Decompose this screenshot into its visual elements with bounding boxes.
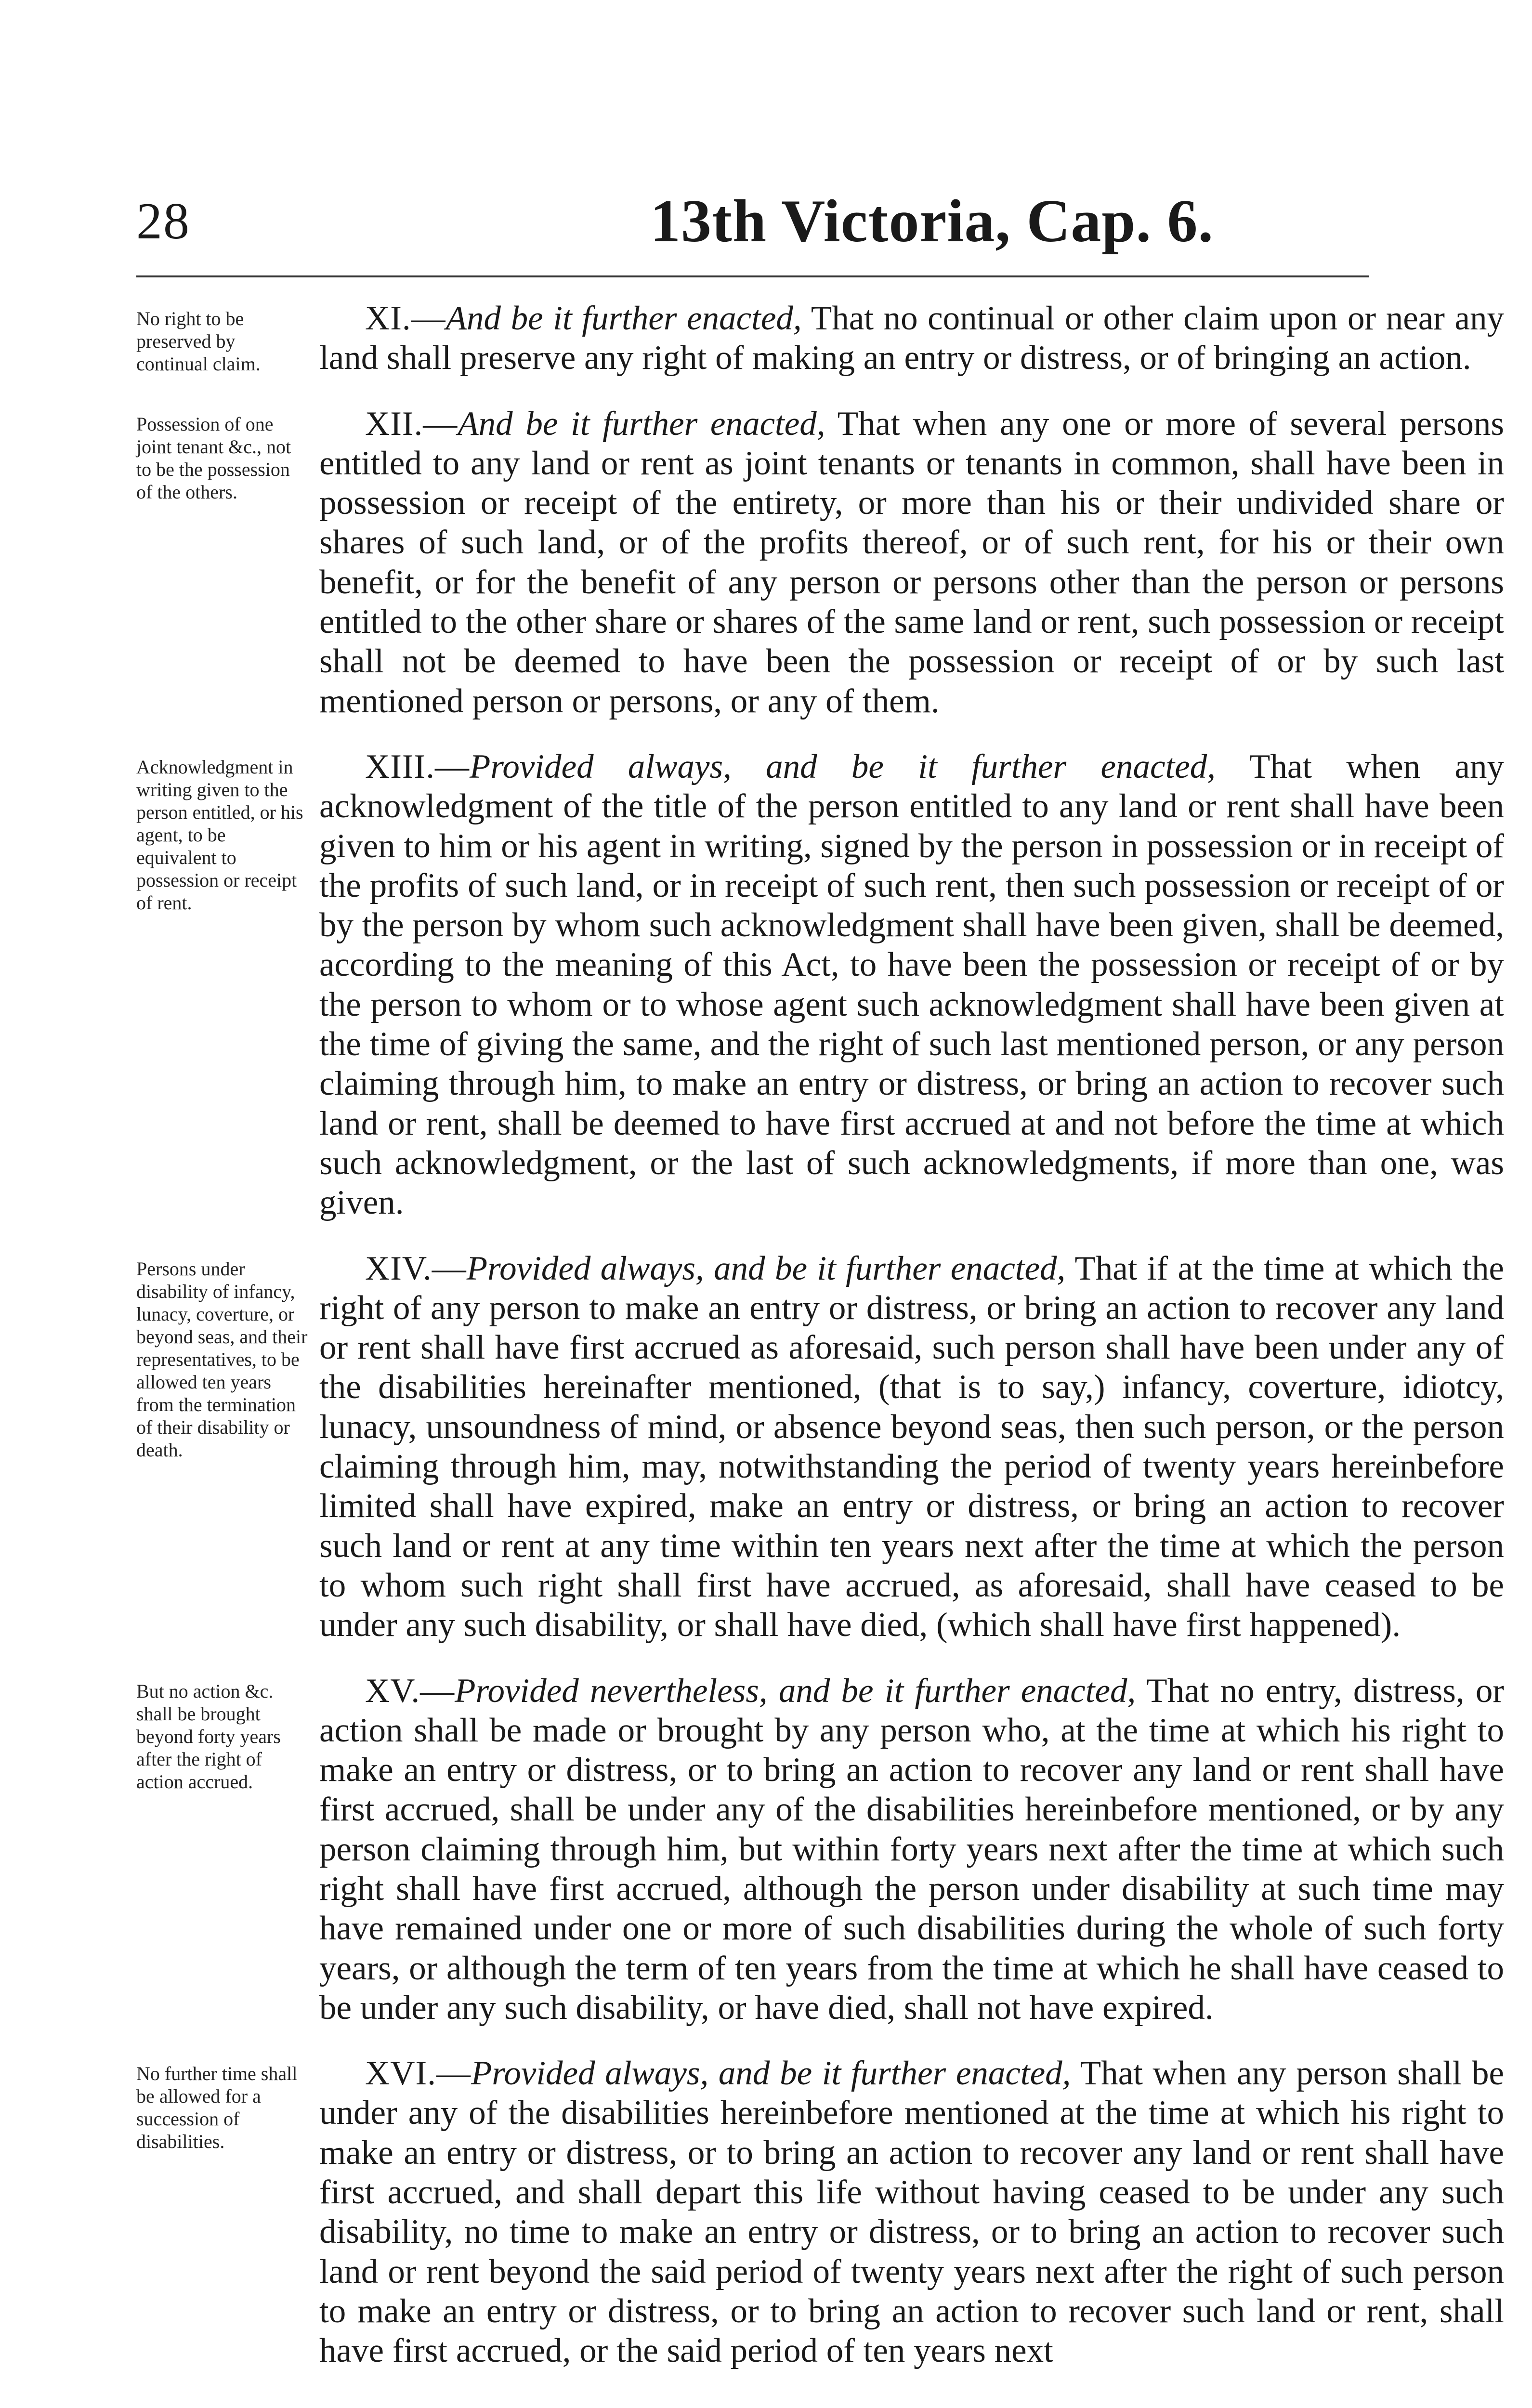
statute-body	[136, 299, 1505, 2408]
header-rule	[136, 275, 1369, 277]
section-body: That when any person shall be under any of the disabilities hereinbefore mentioned at the time at which his right to make an entry or distress, or to bring an action to recover any land or rent shall have first accrued, and shall depart this life without having ceased to be under any such disability, no time to make an entry or distress, or to bring an action to recover such land or rent beyond the said period of twenty years next after the right of such person to make an entry or distress, or to bring an action to recover such land or rent, shall have first accrued, or the said period of ten years next	[319, 2055, 1504, 2370]
section-number: XV.—	[365, 1672, 455, 1710]
section-body: That no continual or other claim upon or near any land shall preserve any right of making an entry or distress, or of bringing an action.	[319, 300, 1505, 377]
section-number: XII.—	[365, 405, 458, 443]
section-text	[319, 747, 1504, 1223]
section-xi	[136, 299, 1505, 378]
enacting-clause: Provided always, and be it further enacted,	[471, 2055, 1071, 2093]
section-body: That when any acknowledgment of the title of the person entitled to any land or rent shall have been given to him or his agent in writing, signed by the person in possession or in receipt of the profits of such land, or in receipt of such rent, then such possession or receipt of or by the person by whom such acknowledgment shall have been given, shall be deemed, according to the meaning of this Act, to have been the possession or receipt of or by the person to whom or to whose agent such acknowledgment shall have been given at the time of giving the same, and the right of such last mentioned person, or any person claiming through him, to make an entry or distress, or bring an action to recover such land or rent, shall be deemed to have first accrued at and not before the time at which such acknowledgment, or the last of such acknowledgments, if more than one, was given.	[319, 747, 1504, 1222]
section-text	[319, 1249, 1504, 1645]
section-xv	[136, 1671, 1504, 2028]
marginal-note: No further time shall be allowed for a succession of disabilities.	[136, 2063, 298, 2153]
section-xvi	[136, 2054, 1504, 2370]
enacting-clause: And be it further enacted,	[445, 300, 802, 337]
marginal-note: No right to be preserved by continual claim.	[136, 308, 261, 375]
section-text	[319, 1671, 1504, 2028]
marginal-note: Possession of one joint tenant &c., not to be the possession of the others.	[136, 413, 291, 503]
section-text	[319, 404, 1504, 721]
section-number: XIII.—	[365, 747, 470, 785]
page-number: 28	[136, 193, 190, 250]
running-title: 13th Victoria, Cap. 6.	[650, 188, 1214, 255]
section-xii	[136, 404, 1504, 721]
page-header	[0, 0, 1532, 289]
section-number: XVI.—	[365, 2055, 471, 2093]
section-body: That if at the time at which the right of any person to make an entry or distress, or bring an action to recover any land or rent shall have first accrued as aforesaid, such person shall have been under any of the disabilities hereinafter mentioned, (that is to say,) infancy, coverture, idiotcy, lunacy, unsoundness of mind, or absence beyond seas, then such person, or the person claiming through him, may, notwithstanding the period of twenty years hereinbefore limited shall have expired, make an entry or distress, or bring an action to recover such land or rent at any time within ten years next after the time at which the person to whom such right shall first have accrued, as aforesaid, shall have ceased to be under any such disability, or shall have died, (which shall have first happened).	[319, 1249, 1504, 1644]
enacting-clause: Provided nevertheless, and be it further enacted,	[455, 1672, 1136, 1710]
marginal-note: Acknowledgment in writing given to the person entitled, or his agent, to be equivalent to possession or receipt of rent.	[136, 756, 303, 914]
enacting-clause: Provided always, and be it further enacted,	[466, 1249, 1066, 1287]
section-text	[319, 299, 1504, 378]
enacting-clause: Provided always, and be it further enacted,	[469, 747, 1216, 785]
marginal-note: But no action &c. shall be brought beyond forty years after the right of action accrued.	[136, 1680, 281, 1793]
marginal-note: Persons under disability of infancy, lunacy, coverture, or beyond seas, and their representatives, to be allowed ten years from the termination of their disability or death.	[136, 1257, 308, 1461]
section-body: That when any one or more of several persons entitled to any land or rent as joint tenants or tenants in common, shall have been in possession or receipt of the entirety, or more than his or their undivided share or shares of such land, or of the profits thereof, or of such rent, for his or their own benefit, or for the benefit of any person or persons other than the person or persons entitled to the other share or shares of the same land or rent, such possession or receipt shall not be deemed to have been the possession or receipt of or by such last mentioned person or persons, or any of them.	[319, 405, 1504, 720]
section-number: XI.—	[365, 300, 446, 337]
section-xiii	[136, 747, 1504, 1223]
section-xiv	[136, 1249, 1504, 1645]
section-body: That no entry, distress, or action shall be made or brought by any person who, at the time at which his right to make an entry or distress, or to bring an action to recover any land or rent shall have first accrued, shall be under any of the disabilities hereinbefore mentioned, or by any person claiming through him, but within forty years next after the time at which such right shall have first accrued, although the person under disability at such time may have remained under one or more of such disabilities during the whole of such forty years, or although the term of ten years from the time at which he shall have ceased to be under any such disability, or have died, shall not have expired.	[319, 1672, 1504, 2027]
section-text	[319, 2054, 1504, 2370]
section-number: XIV.—	[365, 1249, 467, 1287]
enacting-clause: And be it further enacted,	[458, 405, 825, 443]
